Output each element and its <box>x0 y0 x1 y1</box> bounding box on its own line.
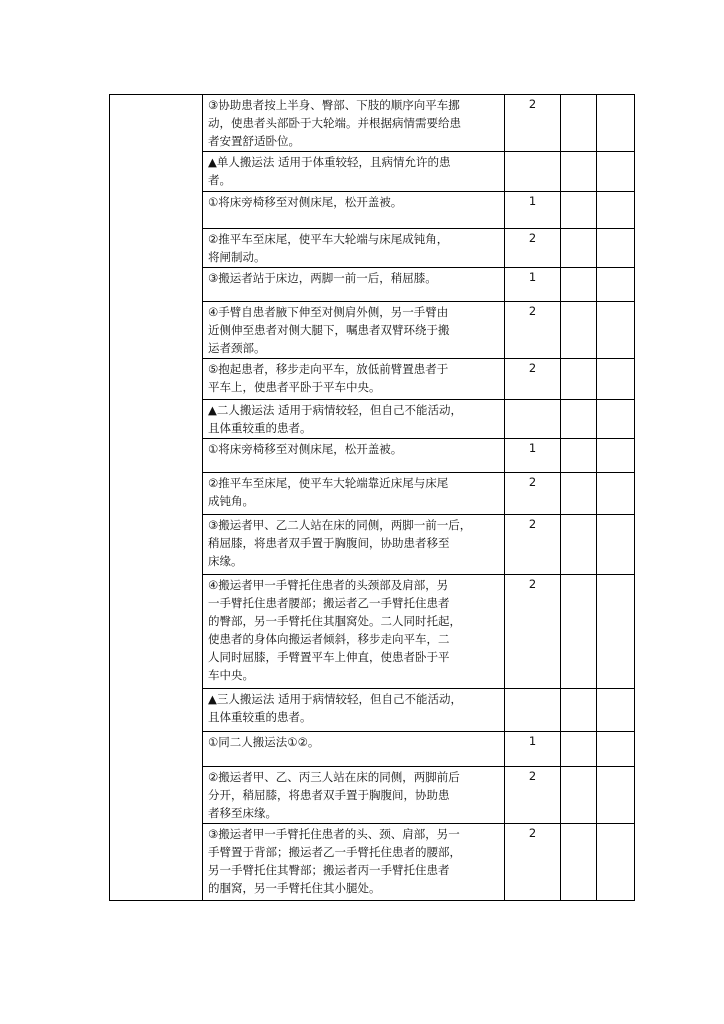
score-cell <box>505 400 561 439</box>
step-content-cell: ①同二人搬运法①②。 <box>203 732 505 767</box>
score-cell: 2 <box>505 575 561 689</box>
blank-cell <box>597 732 635 767</box>
blank-cell <box>561 515 597 575</box>
blank-cell <box>561 229 597 268</box>
blank-cell <box>597 152 635 192</box>
blank-cell <box>597 400 635 439</box>
blank-cell <box>561 575 597 689</box>
blank-cell <box>597 229 635 268</box>
category-cell <box>110 95 203 901</box>
blank-cell <box>561 152 597 192</box>
blank-cell <box>597 767 635 824</box>
scoring-table <box>109 94 635 901</box>
blank-cell <box>561 732 597 767</box>
score-cell: 1 <box>505 268 561 302</box>
step-content-cell: ③搬运者甲一手臂托住患者的头、颈、肩部，另一 手臂置于背部；搬运者乙一手臂托住患者的腰部， 另一手臂托住其臀部；搬运者丙一手臂托住患者 的腘窝，另一手臂托住其小腿处。 <box>203 824 505 901</box>
blank-cell <box>561 268 597 302</box>
blank-cell <box>561 439 597 473</box>
step-content-cell: ②推平车至床尾，使平车大轮端与床尾成钝角， 将闸制动。 <box>203 229 505 268</box>
method-heading-cell: ▲二人搬运法 适用于病情较轻，但自己不能活动， 且体重较重的患者。 <box>203 400 505 439</box>
blank-cell <box>561 767 597 824</box>
score-cell: 1 <box>505 732 561 767</box>
blank-cell <box>597 824 635 901</box>
score-cell <box>505 689 561 732</box>
step-content-cell: ④手臂自患者腋下伸至对侧肩外侧，另一手臂由 近侧伸至患者对侧大腿下，嘱患者双臂环绕于搬 运者颈部。 <box>203 302 505 359</box>
method-heading-cell: ▲单人搬运法 适用于体重较轻，且病情允许的患 者。 <box>203 152 505 192</box>
step-content-cell: ①将床旁椅移至对侧床尾，松开盖被。 <box>203 192 505 229</box>
blank-cell <box>597 302 635 359</box>
score-cell: 2 <box>505 359 561 400</box>
step-content-cell: ③搬运者甲、乙二人站在床的同侧，两脚一前一后， 稍屈膝，将患者双手置于胸腹间，协助患者移至 床缘。 <box>203 515 505 575</box>
score-cell: 2 <box>505 95 561 152</box>
score-cell: 2 <box>505 767 561 824</box>
score-cell: 1 <box>505 439 561 473</box>
blank-cell <box>561 95 597 152</box>
blank-cell <box>597 192 635 229</box>
score-cell: 2 <box>505 824 561 901</box>
blank-cell <box>561 359 597 400</box>
score-cell: 2 <box>505 229 561 268</box>
blank-cell <box>561 689 597 732</box>
blank-cell <box>597 689 635 732</box>
table-row <box>110 95 635 152</box>
blank-cell <box>561 400 597 439</box>
blank-cell <box>597 515 635 575</box>
blank-cell <box>597 95 635 152</box>
blank-cell <box>561 824 597 901</box>
step-content-cell: ⑤抱起患者，移步走向平车，放低前臂置患者于 平车上，使患者平卧于平车中央。 <box>203 359 505 400</box>
step-content-cell: ③协助患者按上半身、臀部、下肢的顺序向平车挪 动，使患者头部卧于大轮端。并根据病情需要给患 者安置舒适卧位。 <box>203 95 505 152</box>
blank-cell <box>561 473 597 515</box>
step-content-cell: ②推平车至床尾，使平车大轮端靠近床尾与床尾 成钝角。 <box>203 473 505 515</box>
score-cell: 2 <box>505 473 561 515</box>
blank-cell <box>597 439 635 473</box>
blank-cell <box>597 575 635 689</box>
blank-cell <box>561 192 597 229</box>
blank-cell <box>597 359 635 400</box>
score-cell: 2 <box>505 515 561 575</box>
blank-cell <box>597 268 635 302</box>
score-cell: 2 <box>505 302 561 359</box>
step-content-cell: ①将床旁椅移至对侧床尾，松开盖被。 <box>203 439 505 473</box>
score-cell: 1 <box>505 192 561 229</box>
blank-cell <box>561 302 597 359</box>
step-content-cell: ②搬运者甲、乙、丙三人站在床的同侧，两脚前后 分开，稍屈膝，将患者双手置于胸腹间，协助患 者移至床缘。 <box>203 767 505 824</box>
step-content-cell: ④搬运者甲一手臂托住患者的头颈部及肩部，另 一手臂托住患者腰部；搬运者乙一手臂托住患者 的臀部，另一手臂托住其腘窝处。二人同时托起， 使患者的身体向搬运者倾斜，移步走向平车，二 人同时屈膝，手臂置平车上伸直，使患者卧于平 车中央。 <box>203 575 505 689</box>
method-heading-cell: ▲三人搬运法 适用于病情较轻，但自己不能活动， 且体重较重的患者。 <box>203 689 505 732</box>
step-content-cell: ③搬运者站于床边，两脚一前一后，稍屈膝。 <box>203 268 505 302</box>
score-cell <box>505 152 561 192</box>
blank-cell <box>597 473 635 515</box>
